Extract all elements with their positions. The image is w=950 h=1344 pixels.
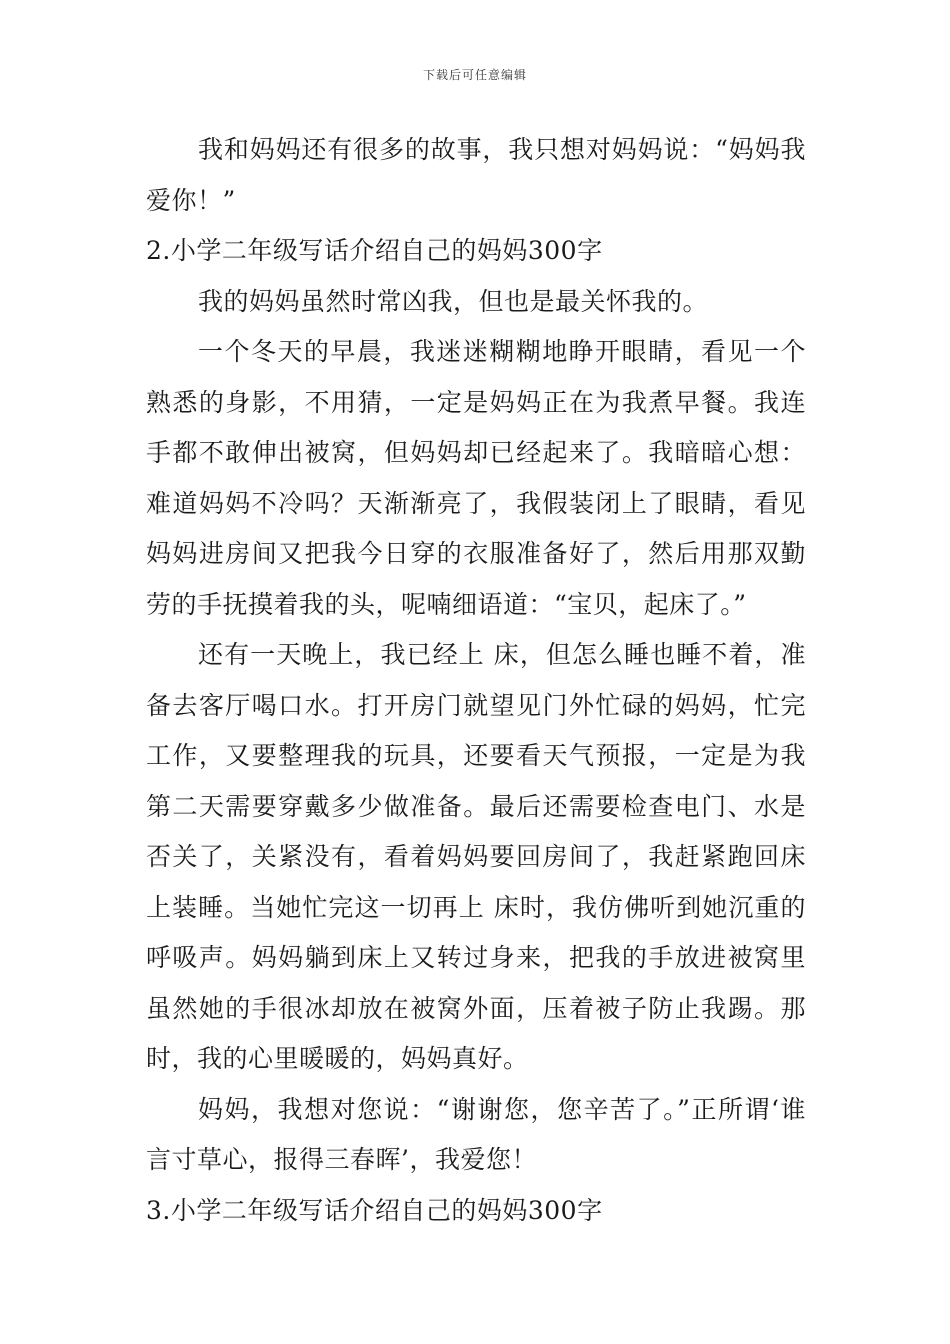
paragraph-closing-story: 我和妈妈还有很多的故事，我只想对妈妈说：“妈妈我爱你！” (146, 135, 806, 215)
paragraph-one-night: 还有一天晚上，我已经上 床，但怎么睡也睡不着，准备去客厅喝口水。打开房门就望见门外忙碌的妈妈，忙完工作，又要整理我的玩具，还要看天气预报，一定是为我第二天需要穿戴多少做准备。最后还需要检查电门、水是否关了，关紧没有，看着妈妈要回房间了，我赶紧跑回床上装睡。当她忙完这一切再上 床时，我仿佛听到她沉重的呼吸声。妈妈躺到床上又转过身来，把我的手放进被窝里虽然她的手很冰却放在被窝外面，压着被子防止我踢。那时，我的心里暖暖的，妈妈真好。 (146, 640, 806, 1073)
page-header-note: 下载后可任意编辑 (422, 68, 527, 82)
paragraph-intro: 我的妈妈虽然时常凶我，但也是最关怀我的。 (198, 286, 709, 316)
paragraph-thanks: 妈妈，我想对您说：“谢谢您，您辛苦了。”正所谓‘谁言寸草心，报得三春晖’，我爱您！ (146, 1094, 806, 1174)
section-heading-2: 2.小学二年级写话介绍自己的妈妈300字 (146, 236, 603, 265)
section-heading-3: 3.小学二年级写话介绍自己的妈妈300字 (146, 1195, 603, 1225)
paragraph-winter-morning: 一个冬天的早晨，我迷迷糊糊地睁开眼睛，看见一个熟悉的身影，不用猜，一定是妈妈正在为我煮早餐。我连手都不敢伸出被窝，但妈妈却已经起来了。我暗暗心想：难道妈妈不冷吗？天渐渐亮了，我假装闭上了眼睛，看见妈妈进房间又把我今日穿的衣服准备好了，然后用那双勤劳的手抚摸着我的头，呢喃细语道：“宝贝，起床了。” (146, 337, 806, 619)
document-body (146, 125, 806, 1236)
